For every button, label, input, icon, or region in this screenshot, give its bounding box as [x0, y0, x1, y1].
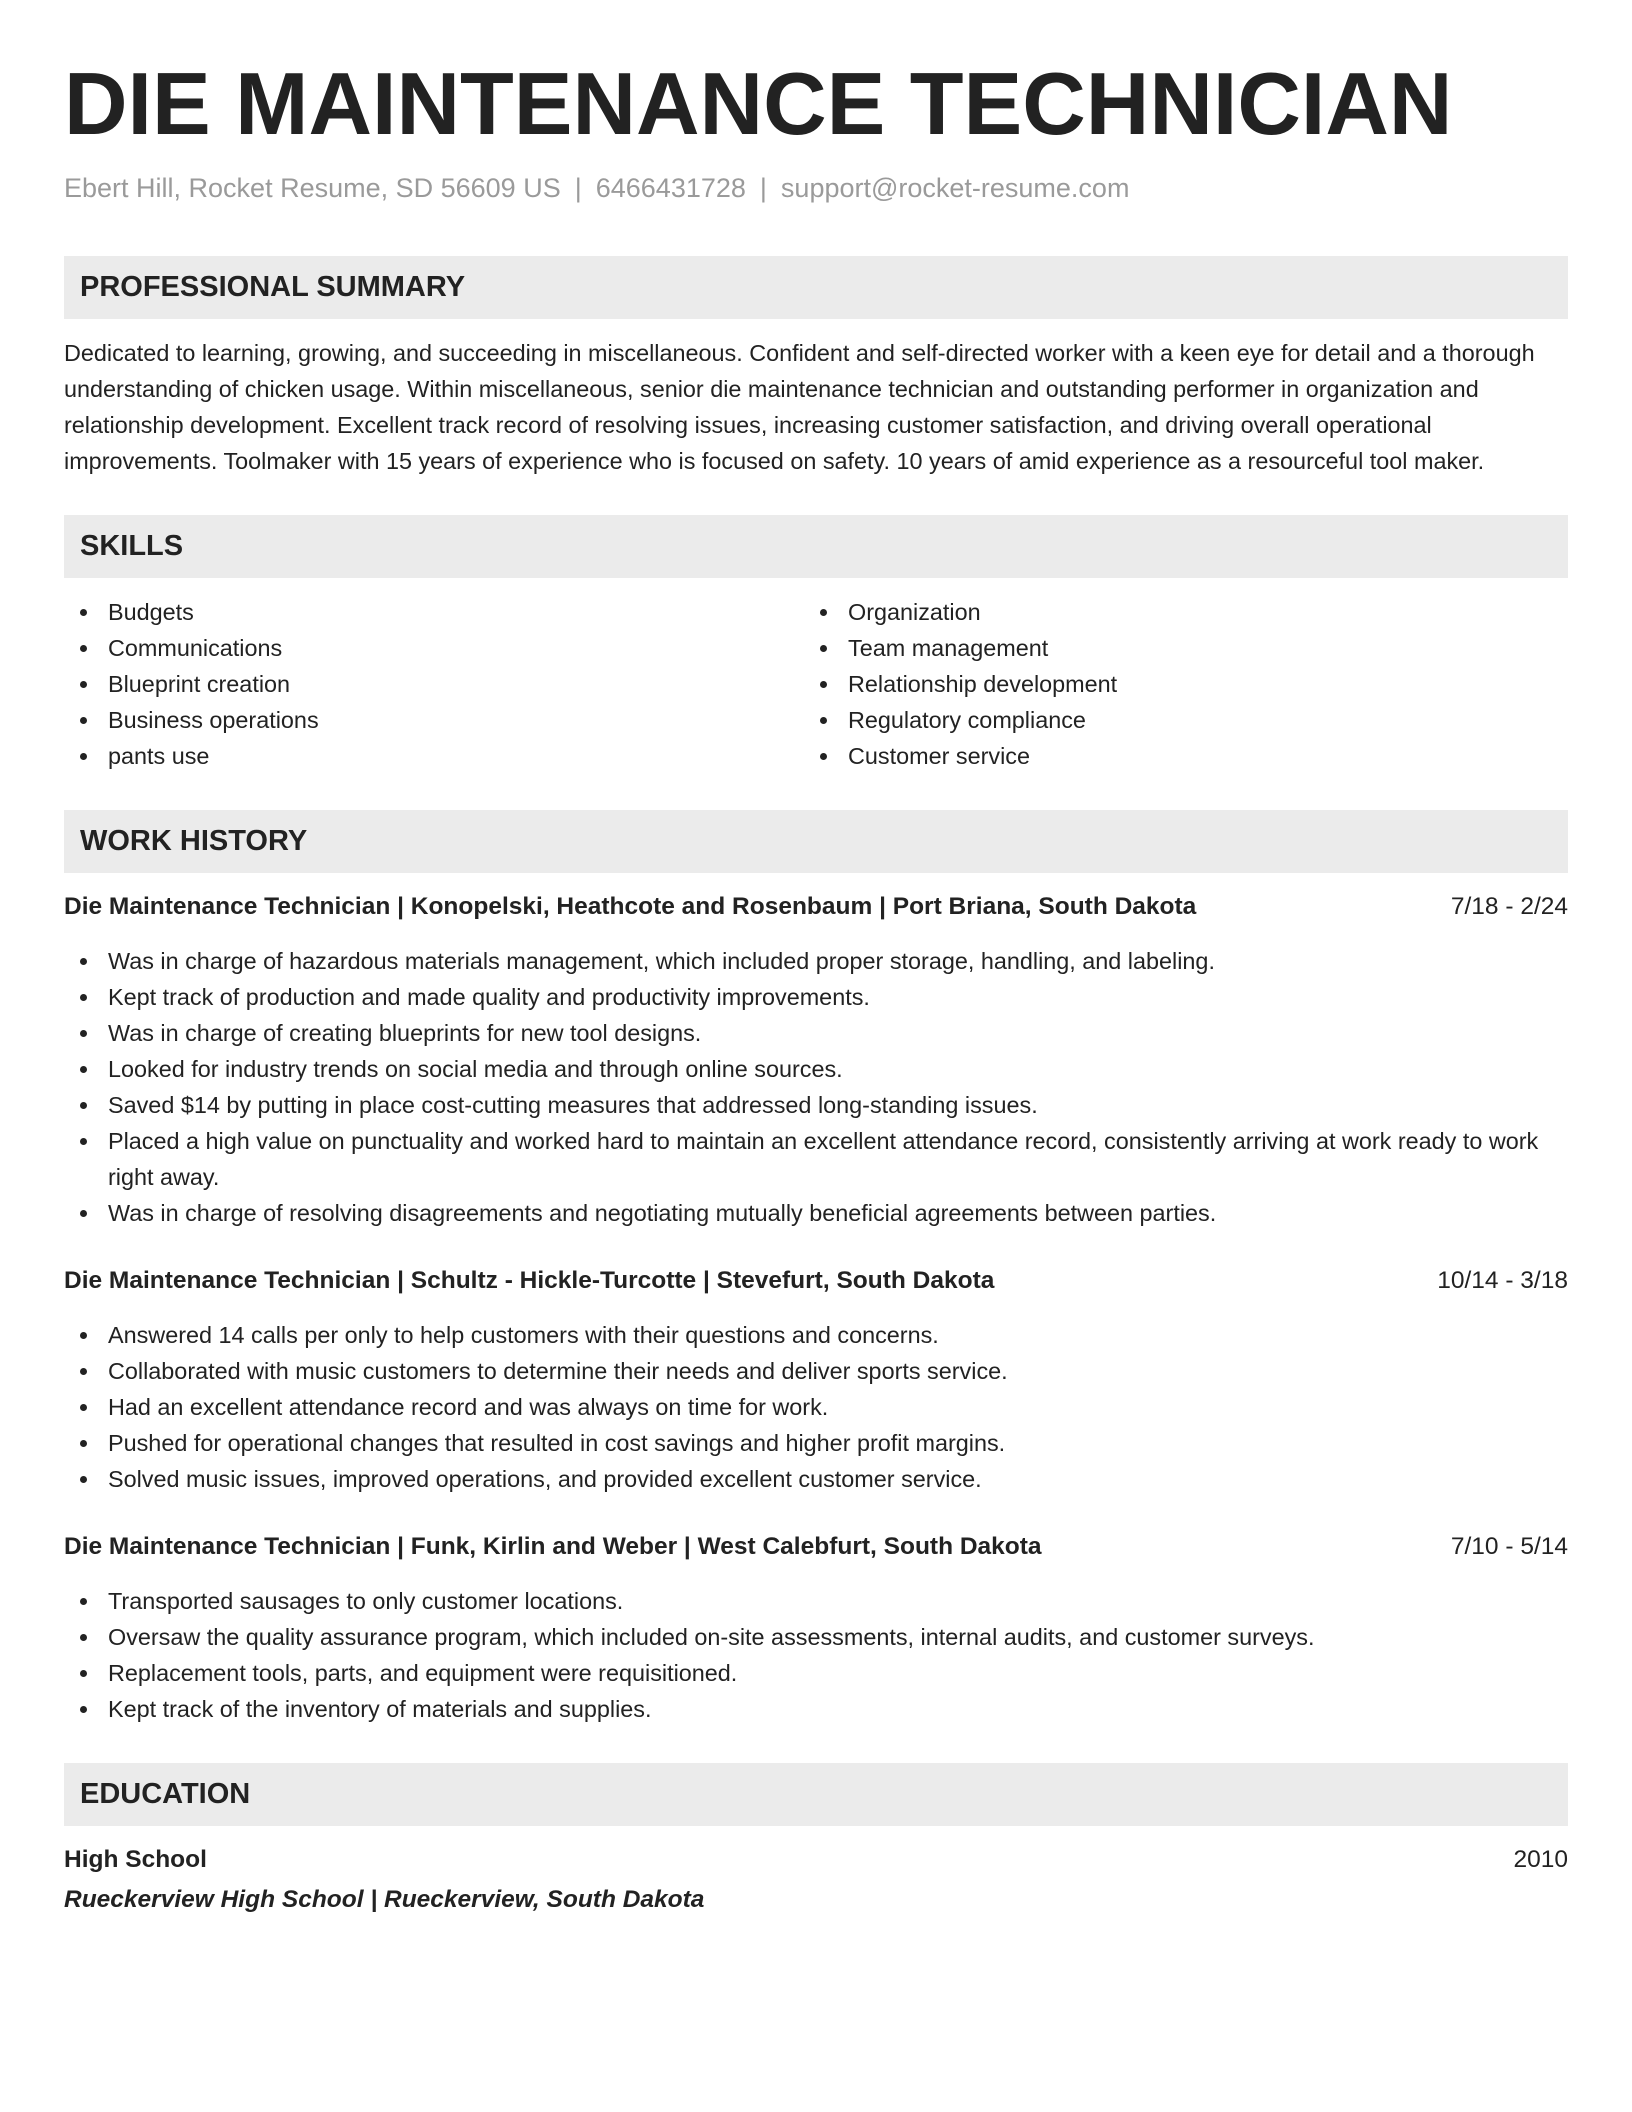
job-header — [64, 1529, 1568, 1565]
job-bullet: Looked for industry trends on social media and through online sources. — [64, 1051, 1568, 1087]
job-entry — [64, 889, 1568, 1231]
skills-column-right — [804, 594, 1544, 774]
job-bullet: Answered 14 calls per only to help customers with their questions and concerns. — [64, 1317, 1568, 1353]
job-bullet: Had an excellent attendance record and was always on time for work. — [64, 1389, 1568, 1425]
skills-column-left — [64, 594, 804, 774]
education-school: Rueckerview High School | Rueckerview, South Dakota — [64, 1886, 705, 1914]
contact-separator: | — [574, 173, 582, 203]
section-heading-skills: SKILLS — [64, 515, 1568, 578]
job-bullet: Was in charge of creating blueprints for new tool designs. — [64, 1015, 1568, 1051]
job-bullet: Solved music issues, improved operations, and provided excellent customer service. — [64, 1461, 1568, 1497]
job-title: Die Maintenance Technician | Funk, Kirlin and Weber | West Calebfurt, South Dakota — [64, 1533, 1042, 1561]
job-bullet: Kept track of the inventory of materials and supplies. — [64, 1691, 1568, 1727]
skills-list — [64, 594, 1568, 774]
skill-item: Regulatory compliance — [804, 702, 1544, 738]
skill-item: Team management — [804, 630, 1544, 666]
section-heading-summary: PROFESSIONAL SUMMARY — [64, 256, 1568, 319]
skill-item: Organization — [804, 594, 1544, 630]
job-entry — [64, 1263, 1568, 1497]
contact-separator: | — [759, 173, 767, 203]
job-bullets — [64, 1583, 1568, 1727]
education-degree: High School — [64, 1846, 207, 1874]
contact-email: support@rocket-resume.com — [780, 173, 1130, 203]
section-heading-education: EDUCATION — [64, 1763, 1568, 1826]
job-bullet: Replacement tools, parts, and equipment were requisitioned. — [64, 1655, 1568, 1691]
job-bullet: Collaborated with music customers to determine their needs and deliver sports service. — [64, 1353, 1568, 1389]
skill-item: Budgets — [64, 594, 804, 630]
education-entry — [64, 1842, 1568, 1918]
contact-phone: 6466431728 — [595, 173, 746, 203]
job-bullets — [64, 943, 1568, 1231]
skill-item: Communications — [64, 630, 804, 666]
contact-address: Ebert Hill, Rocket Resume, SD 56609 US — [64, 173, 561, 203]
job-bullet: Was in charge of hazardous materials management, which included proper storage, handling, and labeling. — [64, 943, 1568, 979]
summary-text: Dedicated to learning, growing, and succeeding in miscellaneous. Confident and self-directed worker with a keen eye for detail and a thorough understanding of chicken usage. Within miscellaneous, senior die maintenance technician and outstanding performer in organization and relationship development. Excellent track record of resolving issues, increasing customer satisfaction, and driving overall operational improvements. Toolmaker with 15 years of experience who is focused on safety. 10 years of amid experience as a resourceful tool maker. — [64, 340, 1535, 475]
skill-item: Business operations — [64, 702, 804, 738]
job-bullets — [64, 1317, 1568, 1497]
job-bullet: Transported sausages to only customer locations. — [64, 1583, 1568, 1619]
job-bullet: Was in charge of resolving disagreements and negotiating mutually beneficial agreements between parties. — [64, 1195, 1568, 1231]
job-dates: 7/18 - 2/24 — [1450, 893, 1568, 921]
skill-item: Blueprint creation — [64, 666, 804, 702]
job-title: Die Maintenance Technician | Schultz - Hickle-Turcotte | Stevefurt, South Dakota — [64, 1267, 995, 1295]
contact-line — [64, 172, 1568, 204]
skill-item: Relationship development — [804, 666, 1544, 702]
job-dates: 10/14 - 3/18 — [1437, 1267, 1568, 1295]
skill-item: pants use — [64, 738, 804, 774]
job-dates: 7/10 - 5/14 — [1450, 1533, 1568, 1561]
resume-name: DIE MAINTENANCE TECHNICIAN — [64, 54, 1453, 153]
education-header — [64, 1842, 1568, 1878]
job-bullet: Pushed for operational changes that resulted in cost savings and higher profit margins. — [64, 1425, 1568, 1461]
job-bullet: Oversaw the quality assurance program, which included on-site assessments, internal audits, and customer surveys. — [64, 1619, 1568, 1655]
job-title: Die Maintenance Technician | Konopelski, Heathcote and Rosenbaum | Port Briana, South Dakota — [64, 893, 1197, 921]
job-bullet: Saved $14 by putting in place cost-cutting measures that addressed long-standing issues. — [64, 1087, 1568, 1123]
section-heading-work: WORK HISTORY — [64, 810, 1568, 873]
job-bullet: Placed a high value on punctuality and worked hard to maintain an excellent attendance record, consistently arriving at work ready to work right away. — [64, 1123, 1568, 1195]
skill-item: Customer service — [804, 738, 1544, 774]
job-header — [64, 1263, 1568, 1299]
job-entry — [64, 1529, 1568, 1727]
education-year: 2010 — [1513, 1846, 1568, 1874]
job-header — [64, 889, 1568, 925]
job-bullet: Kept track of production and made quality and productivity improvements. — [64, 979, 1568, 1015]
